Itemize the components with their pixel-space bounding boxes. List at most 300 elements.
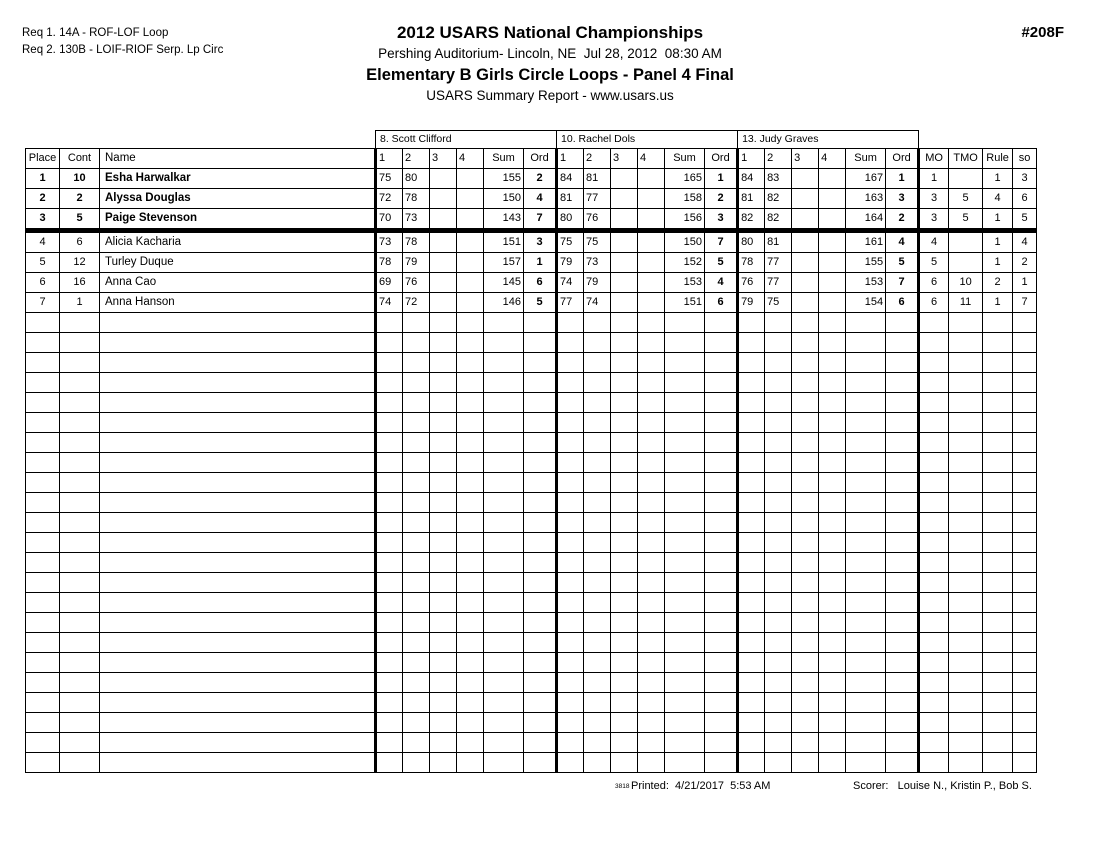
empty-cell [557, 313, 584, 333]
empty-cell [949, 713, 983, 733]
cell-score [457, 189, 484, 209]
empty-cell [792, 713, 819, 733]
empty-cell [430, 593, 457, 613]
empty-cell [60, 413, 100, 433]
cell-ord: 2 [705, 189, 738, 209]
empty-cell [949, 573, 983, 593]
empty-cell [765, 453, 792, 473]
empty-cell [919, 433, 949, 453]
empty-cell [484, 353, 524, 373]
cell-rule: 2 [983, 273, 1013, 293]
empty-cell [584, 713, 611, 733]
empty-cell [665, 373, 705, 393]
empty-cell [376, 453, 403, 473]
cell-sum: 143 [484, 209, 524, 231]
empty-cell [665, 453, 705, 473]
empty-cell [484, 713, 524, 733]
empty-cell [919, 493, 949, 513]
empty-cell [584, 593, 611, 613]
empty-cell [611, 313, 638, 333]
cell-rule: 1 [983, 231, 1013, 253]
cell-score [457, 253, 484, 273]
cell-so: 3 [1013, 169, 1037, 189]
empty-cell [846, 673, 886, 693]
empty-cell [665, 633, 705, 653]
empty-cell [919, 733, 949, 753]
cell-place: 5 [26, 253, 60, 273]
empty-cell [403, 473, 430, 493]
cell-name: Esha Harwalkar [100, 169, 376, 189]
empty-cell [949, 333, 983, 353]
empty-cell [792, 593, 819, 613]
empty-cell [1013, 593, 1037, 613]
empty-cell [1013, 733, 1037, 753]
empty-cell [919, 713, 949, 733]
empty-cell [611, 493, 638, 513]
requirements-block [22, 25, 223, 59]
cell-so: 2 [1013, 253, 1037, 273]
empty-cell [430, 693, 457, 713]
empty-cell [665, 493, 705, 513]
empty-cell [376, 313, 403, 333]
cell-tmo [949, 231, 983, 253]
cell-score: 81 [738, 189, 765, 209]
venue-line: Pershing Auditorium- Lincoln, NE Jul 28, 2012 08:30 AM [378, 46, 722, 61]
empty-cell [457, 393, 484, 413]
empty-cell [484, 633, 524, 653]
empty-cell [524, 653, 557, 673]
empty-cell [738, 673, 765, 693]
empty-cell [1013, 673, 1037, 693]
empty-cell [886, 413, 919, 433]
empty-cell [1013, 333, 1037, 353]
empty-row [26, 373, 1037, 393]
empty-cell [100, 553, 376, 573]
empty-cell [638, 553, 665, 573]
empty-cell [846, 733, 886, 753]
empty-cell [457, 733, 484, 753]
empty-cell [949, 313, 983, 333]
empty-cell [738, 313, 765, 333]
empty-cell [638, 653, 665, 673]
empty-cell [765, 753, 792, 773]
empty-cell [846, 533, 886, 553]
cell-sum: 145 [484, 273, 524, 293]
empty-cell [457, 353, 484, 373]
empty-cell [886, 373, 919, 393]
empty-cell [376, 533, 403, 553]
empty-cell [983, 433, 1013, 453]
empty-cell [846, 313, 886, 333]
cell-score [792, 293, 819, 313]
cell-ord: 1 [524, 253, 557, 273]
empty-cell [376, 413, 403, 433]
cell-so: 1 [1013, 273, 1037, 293]
cell-sum: 167 [846, 169, 886, 189]
empty-cell [524, 573, 557, 593]
empty-cell [919, 513, 949, 533]
cell-score [611, 189, 638, 209]
empty-cell [705, 693, 738, 713]
empty-cell [524, 493, 557, 513]
empty-cell [792, 733, 819, 753]
empty-cell [457, 473, 484, 493]
cell-ord: 5 [705, 253, 738, 273]
empty-cell [919, 553, 949, 573]
scorer-names: Scorer: Louise N., Kristin P., Bob S. [853, 780, 1032, 792]
empty-cell [611, 453, 638, 473]
cell-tmo [949, 253, 983, 273]
empty-cell [919, 413, 949, 433]
empty-cell [792, 433, 819, 453]
empty-cell [919, 593, 949, 613]
cell-score: 74 [557, 273, 584, 293]
empty-cell [819, 353, 846, 373]
empty-cell [638, 593, 665, 613]
empty-cell [430, 573, 457, 593]
cell-score: 77 [557, 293, 584, 313]
cell-score: 83 [765, 169, 792, 189]
empty-cell [584, 373, 611, 393]
cell-mo: 4 [919, 231, 949, 253]
table-row [26, 253, 1037, 273]
empty-cell [886, 633, 919, 653]
empty-cell [557, 373, 584, 393]
empty-cell [738, 473, 765, 493]
empty-cell [665, 333, 705, 353]
empty-cell [100, 513, 376, 533]
cell-cont: 6 [60, 231, 100, 253]
empty-cell [376, 473, 403, 493]
empty-cell [1013, 713, 1037, 733]
empty-cell [484, 693, 524, 713]
empty-cell [886, 613, 919, 633]
cell-mo: 5 [919, 253, 949, 273]
empty-cell [584, 313, 611, 333]
empty-cell [738, 613, 765, 633]
empty-cell [376, 613, 403, 633]
empty-cell [886, 593, 919, 613]
cell-name: Anna Cao [100, 273, 376, 293]
table-row [26, 169, 1037, 189]
empty-cell [557, 613, 584, 633]
col-header-judge1-2: 2 [403, 149, 430, 169]
empty-cell [792, 613, 819, 633]
col-header-judge3-4: 4 [819, 149, 846, 169]
empty-cell [60, 653, 100, 673]
empty-cell [765, 673, 792, 693]
empty-cell [638, 433, 665, 453]
cell-score: 74 [584, 293, 611, 313]
empty-cell [376, 753, 403, 773]
empty-cell [638, 613, 665, 633]
cell-score [819, 169, 846, 189]
empty-cell [457, 713, 484, 733]
cell-mo: 1 [919, 169, 949, 189]
cell-score: 80 [403, 169, 430, 189]
cell-ord: 5 [886, 253, 919, 273]
empty-cell [919, 573, 949, 593]
cell-rule: 1 [983, 209, 1013, 231]
cell-score: 77 [765, 273, 792, 293]
empty-cell [557, 553, 584, 573]
empty-row [26, 393, 1037, 413]
empty-cell [557, 393, 584, 413]
empty-row [26, 753, 1037, 773]
empty-cell [949, 473, 983, 493]
empty-cell [376, 653, 403, 673]
empty-cell [638, 533, 665, 553]
cell-score [819, 293, 846, 313]
empty-cell [524, 613, 557, 633]
empty-cell [792, 313, 819, 333]
empty-cell [1013, 433, 1037, 453]
empty-cell [705, 573, 738, 593]
empty-cell [665, 433, 705, 453]
empty-row [26, 553, 1037, 573]
empty-cell [403, 493, 430, 513]
cell-mo: 3 [919, 189, 949, 209]
empty-cell [846, 693, 886, 713]
empty-cell [792, 513, 819, 533]
empty-cell [919, 393, 949, 413]
empty-cell [557, 693, 584, 713]
empty-cell [738, 633, 765, 653]
empty-cell [792, 653, 819, 673]
empty-cell [886, 393, 919, 413]
cell-place: 2 [26, 189, 60, 209]
empty-cell [611, 673, 638, 693]
cell-place: 4 [26, 231, 60, 253]
empty-cell [765, 593, 792, 613]
empty-cell [376, 493, 403, 513]
empty-cell [665, 533, 705, 553]
cell-cont: 12 [60, 253, 100, 273]
empty-cell [819, 473, 846, 493]
empty-cell [376, 633, 403, 653]
empty-cell [919, 313, 949, 333]
empty-cell [665, 753, 705, 773]
empty-cell [705, 413, 738, 433]
empty-row [26, 313, 1037, 333]
empty-cell [430, 633, 457, 653]
empty-cell [557, 413, 584, 433]
cell-tmo: 10 [949, 273, 983, 293]
empty-row [26, 433, 1037, 453]
empty-cell [983, 573, 1013, 593]
empty-cell [705, 373, 738, 393]
cell-name: Anna Hanson [100, 293, 376, 313]
empty-cell [638, 693, 665, 713]
cell-ord: 4 [705, 273, 738, 293]
cell-score: 75 [376, 169, 403, 189]
cell-ord: 6 [524, 273, 557, 293]
empty-cell [457, 313, 484, 333]
table-row [26, 189, 1037, 209]
empty-cell [949, 393, 983, 413]
empty-cell [376, 373, 403, 393]
empty-cell [792, 453, 819, 473]
empty-cell [60, 693, 100, 713]
empty-cell [705, 433, 738, 453]
empty-cell [584, 353, 611, 373]
empty-cell [403, 733, 430, 753]
empty-cell [886, 733, 919, 753]
empty-cell [819, 673, 846, 693]
empty-cell [403, 413, 430, 433]
empty-cell [738, 433, 765, 453]
empty-cell [557, 353, 584, 373]
cell-ord: 4 [524, 189, 557, 209]
empty-cell [584, 673, 611, 693]
empty-cell [611, 573, 638, 593]
cell-cont: 5 [60, 209, 100, 231]
empty-cell [484, 593, 524, 613]
cell-score [457, 293, 484, 313]
empty-cell [765, 373, 792, 393]
cell-ord: 3 [524, 231, 557, 253]
empty-cell [584, 433, 611, 453]
empty-cell [60, 453, 100, 473]
empty-cell [886, 573, 919, 593]
col-header-judge2-sum: Sum [665, 149, 705, 169]
empty-cell [100, 753, 376, 773]
empty-cell [557, 453, 584, 473]
cell-score: 77 [584, 189, 611, 209]
empty-cell [949, 653, 983, 673]
cell-sum: 163 [846, 189, 886, 209]
empty-cell [100, 573, 376, 593]
empty-cell [949, 593, 983, 613]
empty-cell [819, 653, 846, 673]
competition-number: #208F [1021, 24, 1064, 41]
empty-cell [26, 733, 60, 753]
empty-cell [846, 573, 886, 593]
empty-cell [484, 513, 524, 533]
col-header-judge1-sum: Sum [484, 149, 524, 169]
empty-cell [584, 493, 611, 513]
col-header-judge2-ord: Ord [705, 149, 738, 169]
empty-cell [557, 733, 584, 753]
empty-cell [819, 593, 846, 613]
empty-cell [403, 373, 430, 393]
empty-cell [376, 353, 403, 373]
cell-score: 79 [403, 253, 430, 273]
empty-cell [705, 493, 738, 513]
empty-cell [524, 453, 557, 473]
cell-score: 72 [376, 189, 403, 209]
cell-score [819, 189, 846, 209]
empty-cell [819, 433, 846, 453]
cell-sum: 165 [665, 169, 705, 189]
empty-cell [403, 333, 430, 353]
empty-cell [484, 313, 524, 333]
empty-cell [819, 373, 846, 393]
cell-sum: 154 [846, 293, 886, 313]
empty-cell [949, 673, 983, 693]
cell-place: 7 [26, 293, 60, 313]
empty-cell [705, 733, 738, 753]
empty-cell [376, 393, 403, 413]
cell-score [430, 169, 457, 189]
empty-cell [1013, 353, 1037, 373]
empty-cell [60, 753, 100, 773]
empty-cell [430, 413, 457, 433]
cell-score [638, 293, 665, 313]
empty-cell [886, 553, 919, 573]
empty-cell [638, 633, 665, 653]
empty-cell [886, 333, 919, 353]
col-header-judge2-1: 1 [557, 149, 584, 169]
cell-score [638, 169, 665, 189]
empty-row [26, 413, 1037, 433]
empty-cell [100, 533, 376, 553]
empty-cell [819, 313, 846, 333]
empty-cell [765, 513, 792, 533]
empty-cell [611, 693, 638, 713]
empty-cell [738, 693, 765, 713]
empty-cell [665, 393, 705, 413]
col-header-judge3-1: 1 [738, 149, 765, 169]
cell-sum: 155 [846, 253, 886, 273]
empty-cell [819, 453, 846, 473]
empty-cell [557, 713, 584, 733]
empty-cell [665, 413, 705, 433]
empty-cell [557, 473, 584, 493]
cell-score: 75 [557, 231, 584, 253]
cell-score [430, 189, 457, 209]
empty-cell [705, 393, 738, 413]
empty-cell [983, 393, 1013, 413]
empty-cell [557, 633, 584, 653]
empty-cell [846, 613, 886, 633]
empty-cell [792, 413, 819, 433]
cell-score: 79 [738, 293, 765, 313]
empty-row [26, 573, 1037, 593]
cell-rule: 1 [983, 169, 1013, 189]
empty-cell [983, 713, 1013, 733]
table-row [26, 209, 1037, 231]
empty-cell [26, 493, 60, 513]
empty-cell [792, 473, 819, 493]
empty-cell [949, 493, 983, 513]
empty-cell [738, 593, 765, 613]
empty-cell [484, 733, 524, 753]
cell-score: 73 [376, 231, 403, 253]
empty-cell [60, 533, 100, 553]
empty-cell [665, 653, 705, 673]
cell-score [430, 209, 457, 231]
cell-score: 78 [403, 189, 430, 209]
cell-score [611, 209, 638, 231]
empty-cell [26, 573, 60, 593]
empty-cell [949, 433, 983, 453]
printed-timestamp: Printed: 4/21/2017 5:53 AM [631, 780, 771, 792]
empty-cell [524, 393, 557, 413]
empty-cell [792, 633, 819, 653]
empty-cell [886, 353, 919, 373]
empty-cell [524, 473, 557, 493]
empty-cell [60, 673, 100, 693]
empty-cell [919, 353, 949, 373]
empty-cell [60, 493, 100, 513]
empty-cell [484, 753, 524, 773]
empty-cell [638, 573, 665, 593]
empty-cell [430, 533, 457, 553]
empty-cell [638, 513, 665, 533]
col-header-judge1-3: 3 [430, 149, 457, 169]
empty-cell [765, 533, 792, 553]
